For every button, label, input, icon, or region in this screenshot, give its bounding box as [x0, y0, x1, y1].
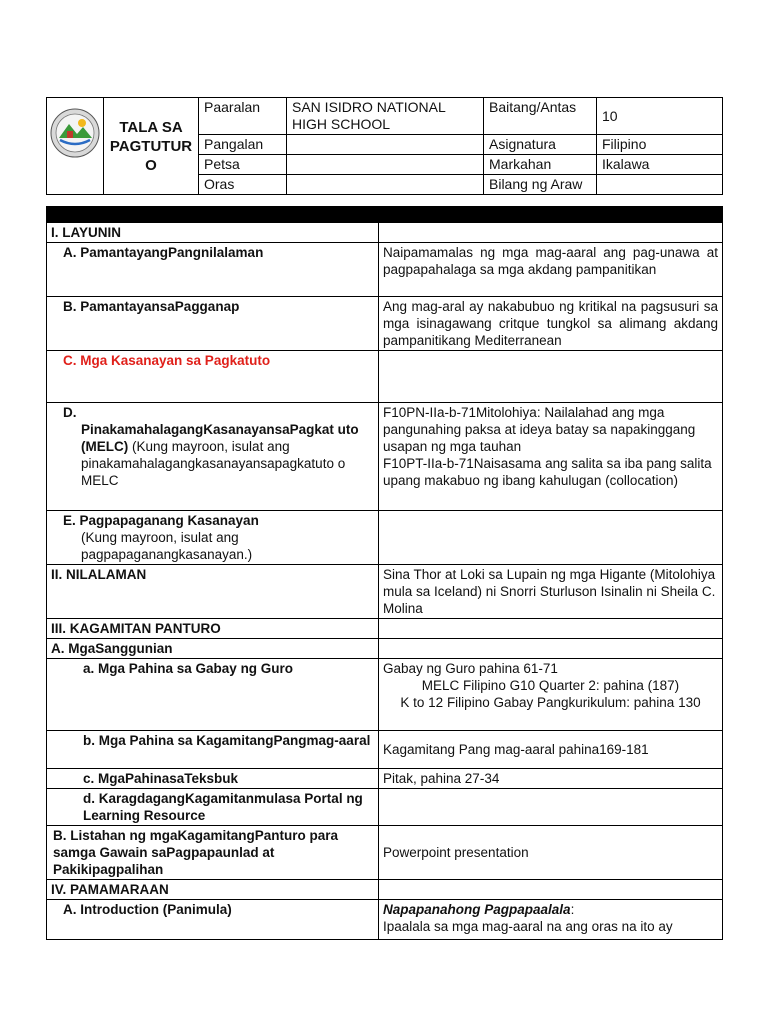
- gabay-ref-3: K to 12 Filipino Gabay Pangkurikulum: pahina 130: [400, 695, 701, 710]
- text-pamantayan-sa-pagganap: Ang mag-aral ay nakabubuo ng kritikal na pagsusuri sa mga isinagawang critque tungkol sa alimang akdang pampanitikang Mediterranean: [379, 297, 723, 351]
- table-row: [47, 900, 723, 940]
- label-melc-note: (Kung mayroon, isulat ang pinakamahalagangkasanayansapagkatuto o MELC: [81, 439, 346, 488]
- table-row: [47, 769, 723, 789]
- value-petsa[interactable]: [287, 155, 484, 175]
- table-row: [47, 565, 723, 619]
- table-row: [47, 297, 723, 351]
- title-line-1: TALA SA: [119, 118, 183, 136]
- label-melc-title: PinakamahalagangKasanayansaPagkat uto (MELC): [81, 422, 359, 454]
- section-heading-pamamaraan: IV. PAMAMARAAN: [47, 880, 379, 900]
- label-teksbuk: c. MgaPahinasaTeksbuk: [47, 769, 379, 789]
- label-baitang: Baitang/Antas: [484, 98, 597, 135]
- section-heading-kagamitan: III. KAGAMITAN PANTURO: [47, 619, 379, 639]
- label-pagpapaganang-kasanayan: [47, 511, 379, 565]
- value-pangalan[interactable]: [287, 135, 484, 155]
- text-pamantayang-pangnilalaman: Naipamamalas ng mga mag-aaral ang pag-unawa at pagpapahalaga sa mga akdang pampanitikan: [379, 243, 723, 297]
- value-bilang-ng-araw[interactable]: [597, 175, 723, 195]
- text-kagamitang-pangmag-aaral: Kagamitang Pang mag-aaral pahina169-181: [379, 731, 723, 769]
- gabay-ref-1: Gabay ng Guro pahina 61-71: [383, 661, 558, 676]
- table-row: [47, 826, 723, 880]
- label-portal-learning-resource: d. KaragdagangKagamitanmulasa Portal ng Learning Resource: [47, 789, 379, 826]
- label-melc: [47, 403, 379, 511]
- label-mga-kasanayan: C. Mga Kasanayan sa Pagkatuto: [47, 351, 379, 403]
- table-row: [47, 351, 723, 403]
- label-oras: Oras: [199, 175, 287, 195]
- label-melc-body: [63, 421, 374, 489]
- label-paaralan: Paaralan: [199, 98, 287, 135]
- melc-competency-1: F10PN-IIa-b-71Mitolohiya: Nailalahad ang mga pangunahing paksa at ideya batay sa napakinggang usapan ng mga tauhan: [383, 405, 696, 454]
- melc-competency-2: F10PT-IIa-b-71Naisasama ang salita sa iba pang salita upang makabuo ng ibang kahulugan (collocation): [383, 456, 712, 488]
- text-nilalaman: Sina Thor at Loki sa Lupain ng mga Higante (Mitolohiya mula sa Iceland) ni Snorri Sturluson Isinalin ni Sheila C. Molina: [379, 565, 723, 619]
- label-pangalan: Pangalan: [199, 135, 287, 155]
- table-row: [47, 731, 723, 769]
- text-introduction: [379, 900, 723, 940]
- table-row: [47, 243, 723, 297]
- school-logo-cell: [47, 98, 104, 195]
- gabay-ref-2: MELC Filipino G10 Quarter 2: pahina (187): [421, 678, 680, 693]
- intro-title: Napapanahong Pagpapaalala: [383, 902, 571, 917]
- label-pamantayan-sa-pagganap: B. PamantayansaPagganap: [47, 297, 379, 351]
- title-line-2: PAGTUTUR: [109, 137, 193, 155]
- table-row: [47, 403, 723, 511]
- pagpapaganang-title: E. Pagpapaganang Kasanayan: [63, 513, 259, 528]
- label-introduction: A. Introduction (Panimula): [47, 900, 379, 940]
- label-mga-sanggunian: A. MgaSanggunian: [47, 639, 379, 659]
- label-pamantayang-pangnilalaman: A. PamantayangPangnilalaman: [47, 243, 379, 297]
- school-seal-logo: [47, 98, 104, 188]
- text-listahan-kagamitang-panturo: Powerpoint presentation: [379, 826, 723, 880]
- value-oras[interactable]: [287, 175, 484, 195]
- table-row: [47, 639, 723, 659]
- label-gabay-ng-guro: a. Mga Pahina sa Gabay ng Guro: [47, 659, 379, 731]
- table-header-bar: [47, 207, 723, 223]
- section-heading-nilalaman: II. NILALAMAN: [47, 565, 379, 619]
- text-mga-kasanayan: [379, 351, 723, 403]
- table-row: [47, 880, 723, 900]
- intro-text: Ipaalala sa mga mag-aaral na ang oras na ito ay: [383, 919, 673, 934]
- table-row: [47, 619, 723, 639]
- label-kagamitang-pangmag-aaral: b. Mga Pahina sa KagamitangPangmag-aaral: [47, 731, 379, 769]
- value-baitang: 10: [597, 98, 723, 135]
- text-melc: [379, 403, 723, 511]
- label-melc-letter: D.: [63, 405, 77, 420]
- label-markahan: Markahan: [484, 155, 597, 175]
- table-row: [47, 223, 723, 243]
- text-gabay-ng-guro: [379, 659, 723, 731]
- value-paaralan: [287, 98, 484, 135]
- label-bilang-ng-araw: Bilang ng Araw: [484, 175, 597, 195]
- section-heading-layunin: I. LAYUNIN: [47, 223, 379, 243]
- school-name-line-1: SAN ISIDRO NATIONAL: [292, 99, 446, 115]
- pagpapaganang-note: (Kung mayroon, isulat ang pagpapaganangkasanayan.): [81, 530, 253, 562]
- value-markahan: Ikalawa: [597, 155, 723, 175]
- document-title: [104, 98, 199, 195]
- intro-title-colon: :: [570, 902, 575, 917]
- header-table: [46, 97, 723, 195]
- value-asignatura: Filipino: [597, 135, 723, 155]
- table-row: [47, 789, 723, 826]
- label-listahan-kagamitang-panturo: B. Listahan ng mgaKagamitangPanturo para samga Gawain saPagpapaunlad at Pakikipagpalihan: [47, 826, 379, 880]
- label-petsa: Petsa: [199, 155, 287, 175]
- title-line-3: O: [145, 156, 157, 174]
- label-asignatura: Asignatura: [484, 135, 597, 155]
- lesson-plan-table: [46, 206, 723, 940]
- table-row: [47, 659, 723, 731]
- text-teksbuk: Pitak, pahina 27-34: [379, 769, 723, 789]
- table-row: [47, 511, 723, 565]
- school-name-line-2: HIGH SCHOOL: [292, 116, 391, 132]
